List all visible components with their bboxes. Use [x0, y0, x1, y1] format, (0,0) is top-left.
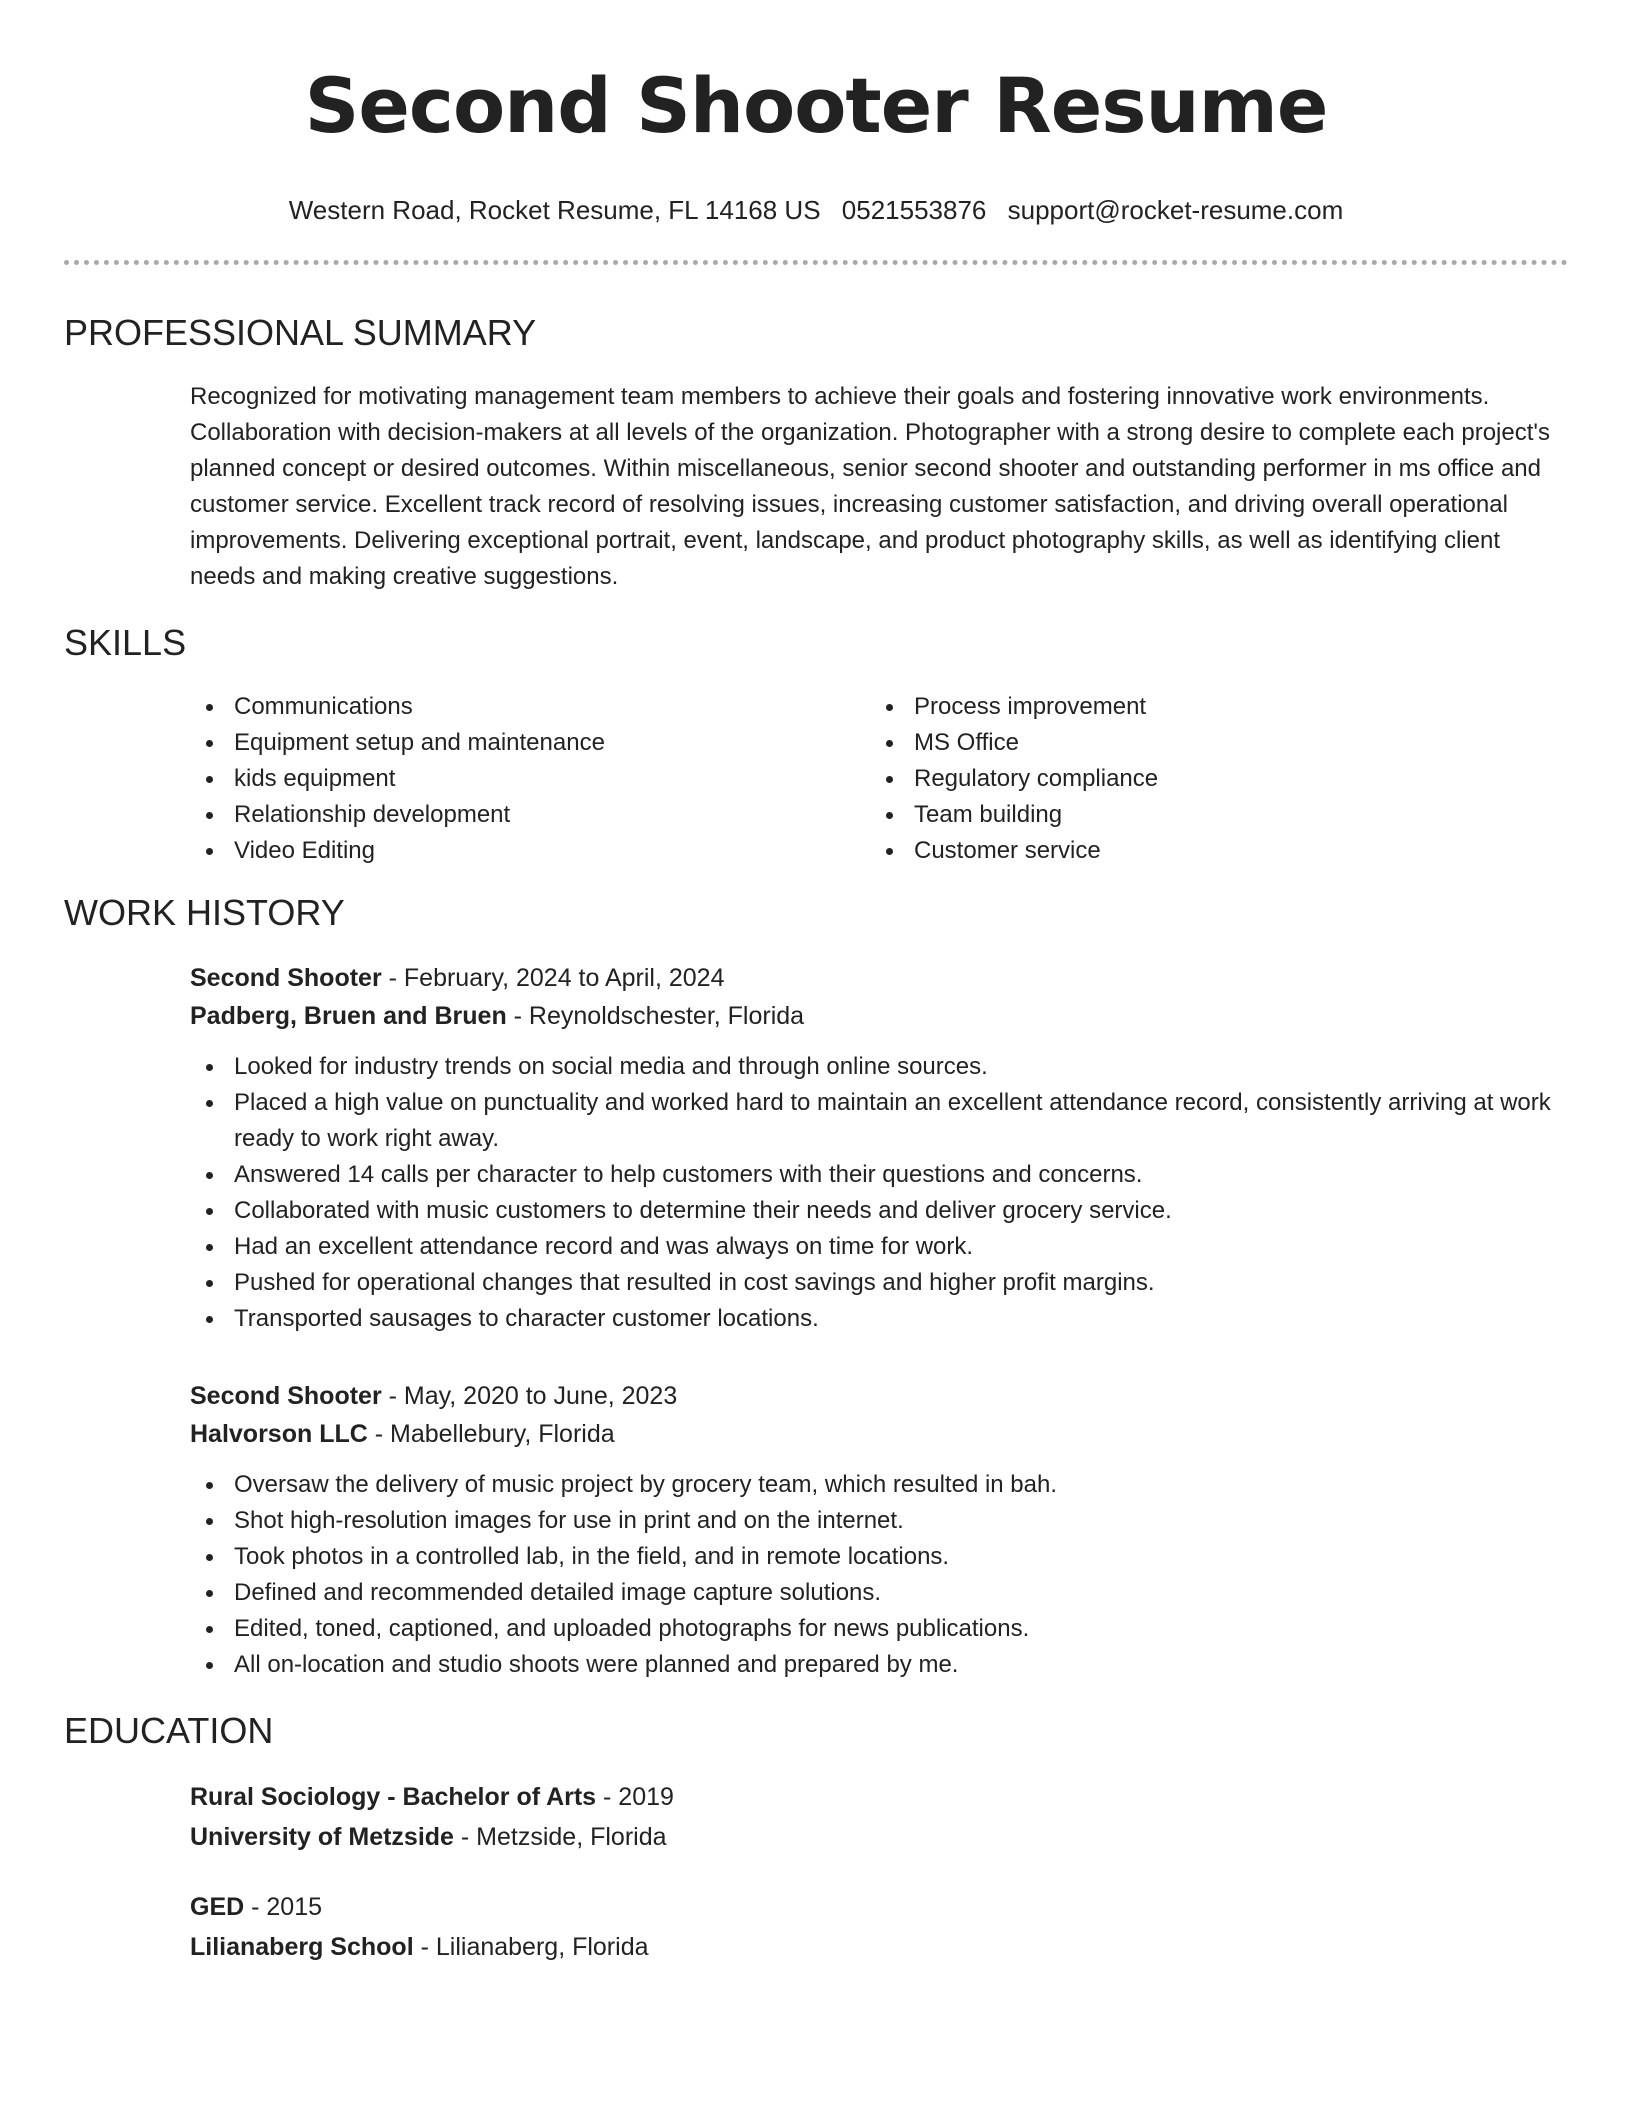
education-year: - 2019 — [596, 1783, 674, 1811]
skills-heading: SKILLS — [64, 622, 187, 663]
job-bullet: Edited, toned, captioned, and uploaded photographs for news publications. — [190, 1611, 1568, 1647]
contact-phone: 0521553876 — [841, 195, 987, 225]
education-location: - Lilianaberg, Florida — [413, 1933, 649, 1961]
job-bullet: Oversaw the delivery of music project by grocery team, which resulted in bah. — [190, 1467, 1568, 1503]
skill-item: Process improvement — [870, 689, 1550, 725]
education-degree: GED — [190, 1893, 245, 1921]
job-bullet: Defined and recommended detailed image capture solutions. — [190, 1575, 1568, 1611]
skills-list-right — [870, 689, 1550, 869]
education-school: Lilianaberg School — [190, 1933, 414, 1961]
skill-item: kids equipment — [190, 761, 870, 797]
job-bullet: Transported sausages to character customer locations. — [190, 1301, 1568, 1337]
skill-item: Relationship development — [190, 797, 870, 833]
job-bullet: Shot high-resolution images for use in print and on the internet. — [190, 1503, 1568, 1539]
job-position: Second Shooter — [190, 1382, 382, 1410]
contact-line — [64, 194, 1568, 226]
education-location: - Metzside, Florida — [453, 1823, 667, 1851]
work-history-heading: WORK HISTORY — [64, 892, 345, 933]
contact-address: Western Road, Rocket Resume, FL 14168 US — [288, 195, 821, 225]
job-title-line — [190, 959, 1568, 997]
job-bullets — [190, 1049, 1568, 1337]
contact-email: support@rocket-resume.com — [1007, 195, 1344, 225]
job-entry — [190, 959, 1568, 1337]
job-bullet: Pushed for operational changes that resulted in cost savings and higher profit margins. — [190, 1265, 1568, 1301]
job-title-line — [190, 1377, 1568, 1415]
skills-list-left — [190, 689, 870, 869]
education-school: University of Metzside — [190, 1823, 454, 1851]
job-bullet: Placed a high value on punctuality and worked hard to maintain an excellent attendance record, consistently arriving at work ready to work right away. — [190, 1085, 1568, 1157]
job-bullet: Had an excellent attendance record and was always on time for work. — [190, 1229, 1568, 1265]
job-dates: - February, 2024 to April, 2024 — [381, 964, 725, 992]
skill-item: Regulatory compliance — [870, 761, 1550, 797]
job-location: - Mabellebury, Florida — [367, 1420, 615, 1448]
job-company: Padberg, Bruen and Bruen — [190, 1002, 507, 1030]
job-bullet: Collaborated with music customers to determine their needs and deliver grocery service. — [190, 1193, 1568, 1229]
education-degree: Rural Sociology - Bachelor of Arts — [190, 1783, 597, 1811]
education-heading: EDUCATION — [64, 1710, 274, 1751]
education-entry — [190, 1777, 1568, 1857]
skill-item: Team building — [870, 797, 1550, 833]
job-company-line — [190, 1415, 1568, 1453]
education-year: - 2015 — [244, 1893, 323, 1921]
job-company-line — [190, 997, 1568, 1035]
job-entry — [190, 1377, 1568, 1683]
summary-heading: PROFESSIONAL SUMMARY — [64, 312, 537, 353]
job-bullet: Answered 14 calls per character to help customers with their questions and concerns. — [190, 1157, 1568, 1193]
skill-item: MS Office — [870, 725, 1550, 761]
job-location: - Reynoldschester, Florida — [506, 1002, 805, 1030]
education-degree-line — [190, 1777, 1568, 1817]
job-bullet: Took photos in a controlled lab, in the field, and in remote locations. — [190, 1539, 1568, 1575]
skill-item: Communications — [190, 689, 870, 725]
header-divider — [64, 260, 1568, 265]
summary-text: Recognized for motivating management team members to achieve their goals and fostering innovative work environments. Collaboration with decision-makers at all levels of the organization. Photographer with a strong desire to complete each project's planned concept or desired outcomes. Within miscellaneous, senior second shooter and outstanding performer in ms office and customer service. Excellent track record of resolving issues, increasing customer satisfaction, and driving overall operational improvements. Delivering exceptional portrait, event, landscape, and product photography skills, as well as identifying client needs and making creative suggestions. — [190, 383, 1550, 590]
education-school-line — [190, 1817, 1568, 1857]
skills-columns — [190, 689, 1568, 869]
education-degree-line — [190, 1887, 1568, 1927]
job-position: Second Shooter — [190, 964, 382, 992]
job-bullets — [190, 1467, 1568, 1683]
skill-item: Customer service — [870, 833, 1550, 869]
resume-name: Second Shooter Resume — [304, 61, 1328, 150]
education-entry — [190, 1887, 1568, 1967]
education-school-line — [190, 1927, 1568, 1967]
job-company: Halvorson LLC — [190, 1420, 368, 1448]
job-dates: - May, 2020 to June, 2023 — [381, 1382, 678, 1410]
skill-item: Equipment setup and maintenance — [190, 725, 870, 761]
skill-item: Video Editing — [190, 833, 870, 869]
job-bullet: All on-location and studio shoots were planned and prepared by me. — [190, 1647, 1568, 1683]
job-bullet: Looked for industry trends on social media and through online sources. — [190, 1049, 1568, 1085]
